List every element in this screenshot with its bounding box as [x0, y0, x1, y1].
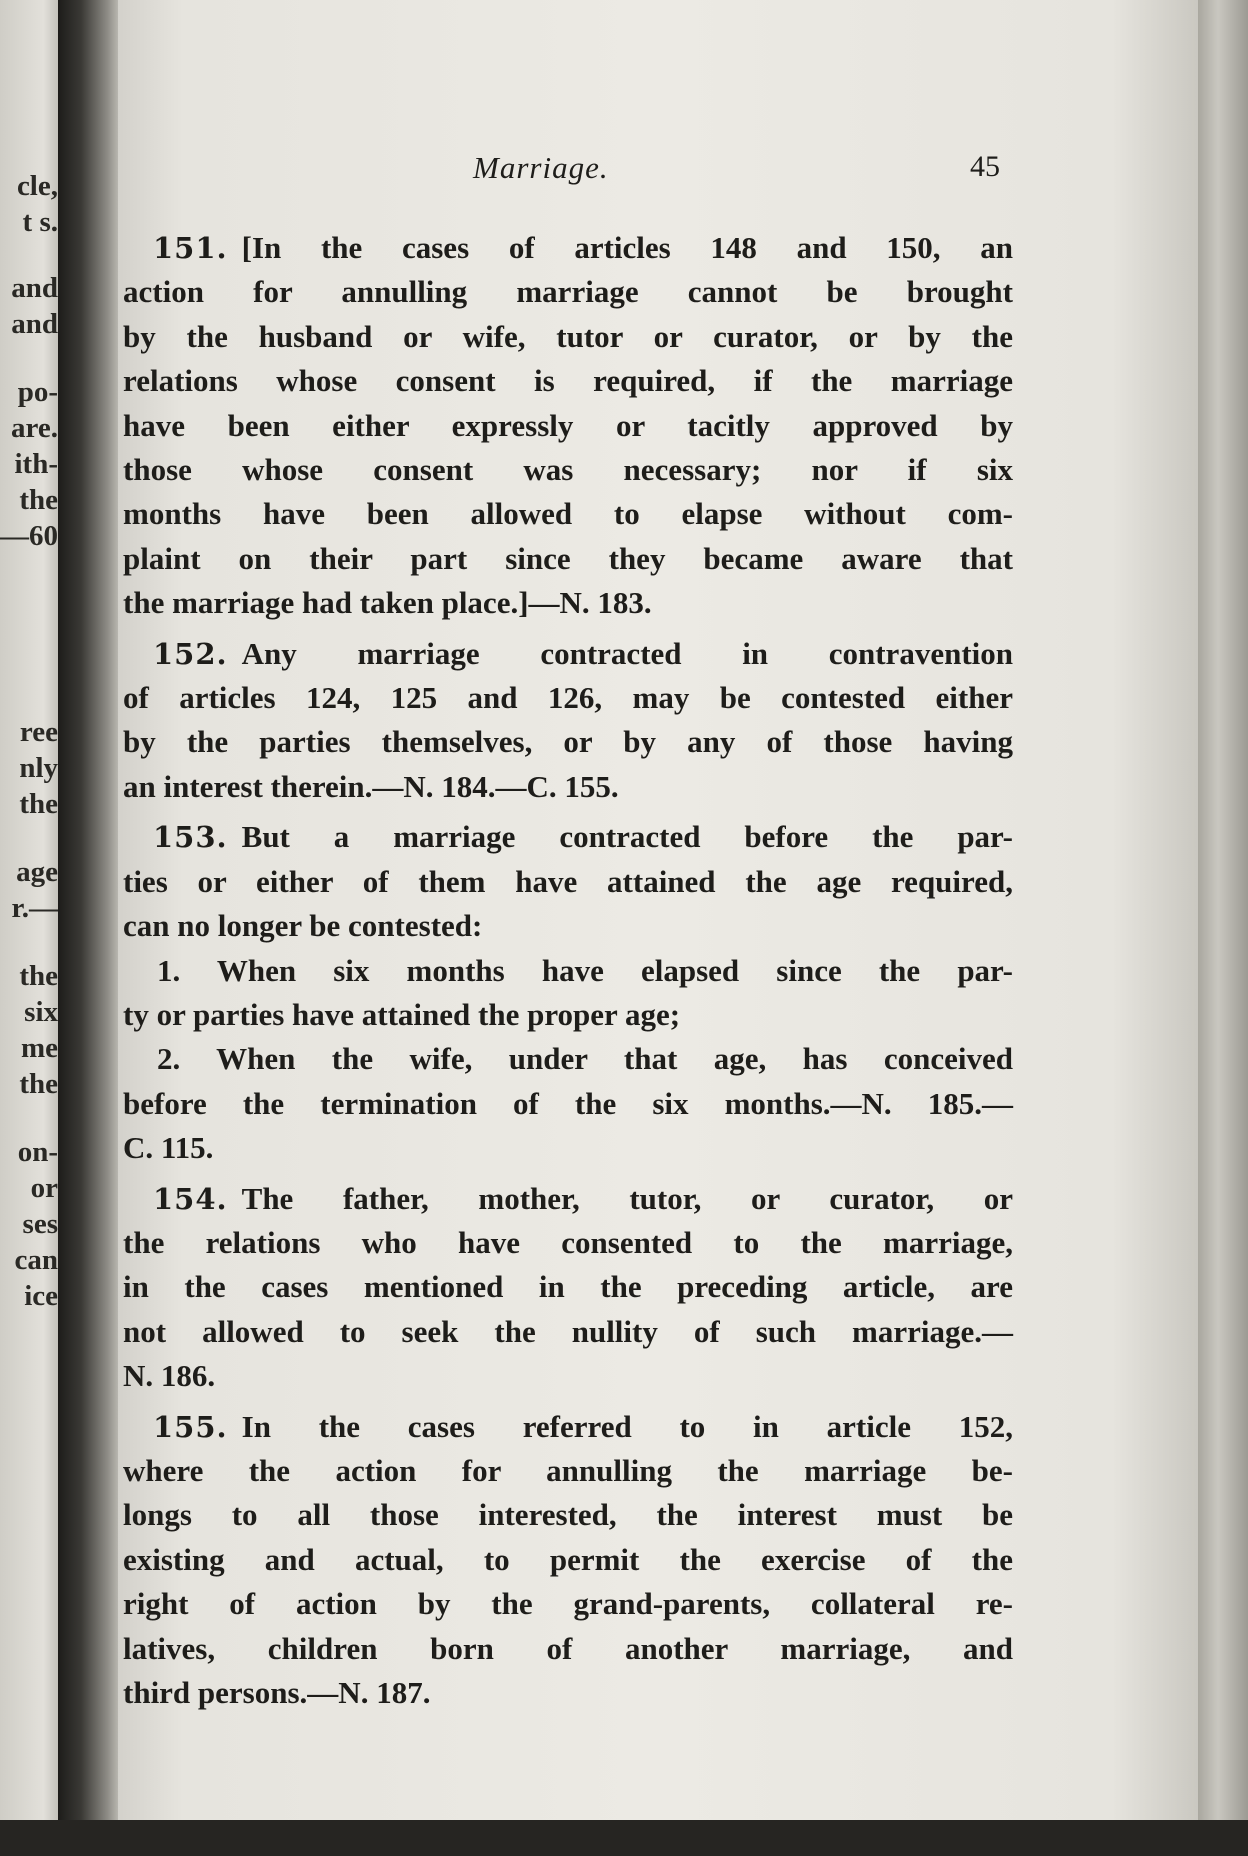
article-first-line: [123, 1405, 1013, 1449]
article-line: N. 186.: [123, 1358, 216, 1394]
article-line: [In the cases of articles 148 and 150, an: [241, 230, 1013, 265]
article-line: can no longer be contested:: [123, 908, 483, 944]
facing-page-fragment: six: [24, 996, 58, 1028]
article-line: in the cases mentioned in the preceding article, are: [123, 1269, 1013, 1305]
list-item-line: 2. When the wife, under that age, has conceived: [157, 1041, 1013, 1077]
article-line: The father, mother, tutor, or curator, or: [241, 1180, 1013, 1216]
page-body: [118, 226, 1133, 1721]
facing-page-fragment: cle,: [16, 170, 58, 202]
article-line: the marriage had taken place.]—N. 183.: [123, 585, 652, 621]
facing-page-fragment: the: [19, 960, 58, 992]
page-stack-edge: [1198, 0, 1248, 1820]
article-line: the relations who have consented to the marriage,: [123, 1224, 1013, 1260]
article-number: 153.: [153, 820, 228, 855]
facing-page-fragment: nly: [19, 752, 58, 784]
article-line: have been either expressly or tacitly approved by: [123, 407, 1013, 443]
article-first-line: [123, 815, 1013, 859]
facing-page-fragment: the: [19, 1068, 58, 1100]
article-line: But a marriage contracted before the par-: [241, 819, 1013, 855]
article-line: existing and actual, to permit the exercise of the: [123, 1541, 1013, 1577]
facing-page-fragment: are.: [11, 412, 58, 444]
book-page: [118, 0, 1198, 1820]
article-line: an interest therein.—N. 184.—C. 155.: [123, 768, 619, 804]
facing-page-fragment: and: [11, 272, 58, 304]
facing-page-fragment: and: [11, 308, 58, 340]
facing-page-fragment: ith-: [14, 448, 58, 480]
article-number: 154.: [153, 1181, 228, 1216]
article-line: Any marriage contracted in contravention: [241, 635, 1013, 671]
article-line: of articles 124, 125 and 126, may be contested either: [123, 680, 1013, 716]
article-line: action for annulling marriage cannot be brought: [123, 274, 1013, 310]
facing-page-fragment: the: [19, 788, 58, 820]
list-item-line: before the termination of the six months.—N. 185.—: [123, 1085, 1013, 1121]
facing-page-fragment: r.—: [11, 892, 58, 924]
article-155: [123, 1405, 1133, 1716]
page-header: [118, 150, 1118, 194]
facing-page-fragment: me: [20, 1032, 58, 1064]
article-number: 152.: [153, 636, 228, 671]
article-152: [123, 632, 1133, 810]
list-item-line: ty or parties have attained the proper age;: [123, 996, 681, 1032]
article-line: months have been allowed to elapse without com-: [123, 496, 1013, 532]
article-line: where the action for annulling the marriage be-: [123, 1452, 1013, 1488]
article-line: latives, children born of another marriage, and: [123, 1630, 1013, 1666]
article-line: not allowed to seek the nullity of such marriage.—: [123, 1313, 1013, 1349]
article-line: ties or either of them have attained the age required,: [123, 863, 1013, 899]
facing-page-fragment: or: [30, 1172, 58, 1204]
article-line: longs to all those interested, the interest must be: [123, 1497, 1013, 1533]
running-head: Marriage.: [473, 150, 609, 185]
article-154: [123, 1177, 1133, 1399]
facing-page-fragment: t s.: [22, 206, 58, 238]
scan-bottom-border: [0, 1820, 1248, 1856]
article-153: [123, 815, 1133, 1170]
article-line: by the husband or wife, tutor or curator, or by the: [123, 318, 1013, 354]
facing-page-edge: [0, 0, 62, 1820]
list-item-line: 1. When six months have elapsed since the par-: [157, 952, 1013, 988]
facing-page-fragment: ses: [22, 1208, 58, 1240]
list-item-line: C. 115.: [123, 1130, 214, 1166]
article-line: plaint on their part since they became aware that: [123, 540, 1013, 576]
article-first-line: [123, 226, 1013, 270]
article-line: third persons.—N. 187.: [123, 1675, 431, 1710]
facing-page-fragment: on-: [17, 1136, 58, 1168]
article-line: those whose consent was necessary; nor if six: [123, 452, 1013, 488]
facing-page-fragment: ice: [24, 1280, 58, 1312]
article-line: by the parties themselves, or by any of those having: [123, 724, 1013, 760]
facing-page-fragment: age: [16, 856, 58, 888]
article-number: 155.: [153, 1409, 228, 1444]
article-line: relations whose consent is required, if the marriage: [123, 363, 1013, 399]
facing-page-fragment: can: [14, 1244, 58, 1276]
facing-page-fragment: ree: [19, 716, 58, 748]
article-first-line: [123, 632, 1013, 676]
facing-page-fragment: the: [19, 484, 58, 516]
book-gutter: [58, 0, 124, 1820]
article-line: In the cases referred to in article 152,: [241, 1408, 1013, 1444]
page-number: 45: [970, 150, 1000, 183]
article-first-line: [123, 1177, 1013, 1221]
article-151: [123, 226, 1133, 626]
facing-page-fragment: —60: [0, 520, 58, 552]
facing-page-fragment: po-: [17, 376, 58, 408]
article-number: 151.: [153, 231, 228, 265]
article-line: right of action by the grand-parents, collateral re-: [123, 1586, 1013, 1622]
